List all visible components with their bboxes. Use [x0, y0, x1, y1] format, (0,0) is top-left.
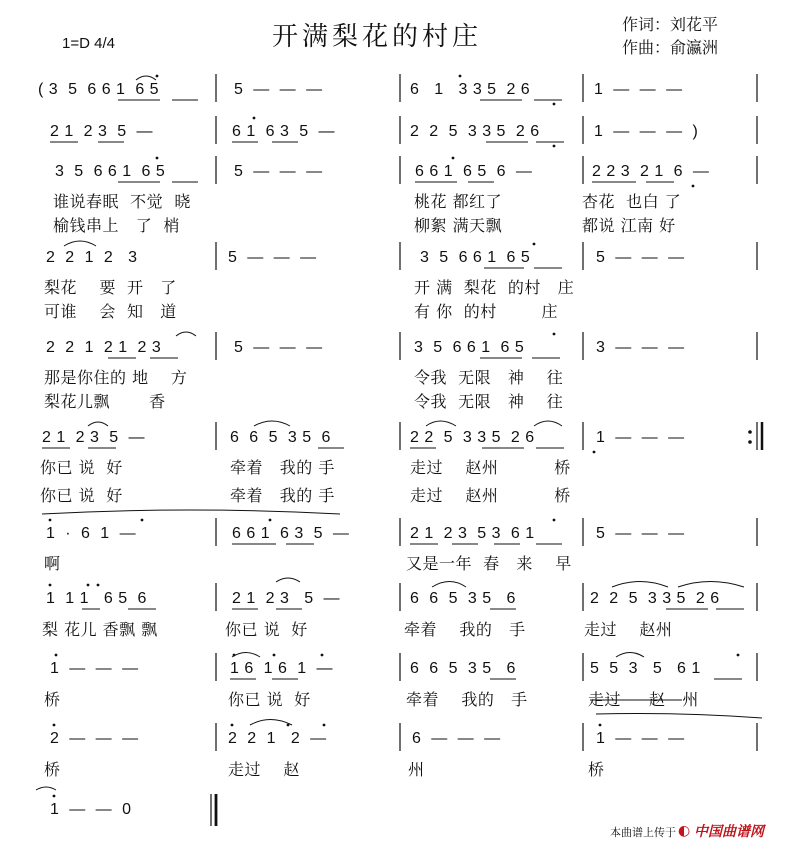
upload-note: 本曲谱上传于 [610, 826, 676, 839]
lyric-line: 走过 赵州 [584, 620, 673, 639]
measure: 2 1 2 3 5 — [50, 123, 154, 140]
measure: 6 6 1 6 5 6 — [415, 163, 533, 180]
lyric-line: 桥 [588, 760, 605, 779]
measure: 2 1 2 3 5 — [42, 429, 146, 446]
measure: 6 1 3 3 5 2 6 [410, 81, 531, 98]
measure: 5 5 3 5 6 1 [590, 660, 701, 677]
lyric-line: 令我 无限 神 往 [414, 392, 564, 411]
lyric-line: 令我 无限 神 往 [414, 368, 564, 387]
lyric-line: 牵着 我的 手 [404, 620, 526, 639]
lyric-line: 你已 说 好 [40, 458, 123, 477]
slurs [36, 76, 762, 790]
measure: 2 1 2 3 5 — [232, 590, 340, 607]
measure: 6 6 5 3 5 6 [410, 660, 516, 677]
measure: 6 6 5 3 5 6 [230, 429, 331, 446]
measure: 1 — — — [596, 730, 685, 747]
measure: 5 — — — [234, 163, 323, 180]
measure: 3 — — — [596, 339, 685, 356]
measure: 2 2 1 2 — [228, 730, 327, 747]
lyricist-credit: 作词：刘花平 [622, 15, 719, 34]
measure: 1 — — — ) [594, 123, 699, 140]
site-logo-text: 中国曲谱网 [694, 824, 764, 840]
lyric-line: 桃花 都红了 [414, 192, 503, 211]
measure: 6 6 5 3 5 6 [410, 590, 516, 607]
lyric-line: 杏花 也白 了 [582, 192, 682, 211]
measure: 6 — — — [412, 730, 501, 747]
octave-dots [49, 75, 740, 798]
measure: 1 — — — [50, 660, 139, 677]
measure: 2 1 2 3 5 3 6 1 [410, 525, 535, 542]
measure: 6 1 6 3 5 — [232, 123, 336, 140]
measure: 1 — — — [596, 429, 685, 446]
lyric-line: 走过 赵 州 [588, 690, 699, 709]
lyric-line: 牵着 我的 手 [230, 486, 335, 505]
lyric-line: 榆钱串上 了 梢 [53, 216, 180, 235]
measure: 3 5 6 6 1 6 5 [414, 339, 525, 356]
measure: 5 — — — [596, 525, 685, 542]
measure: 3 5 6 6 1 6 5 [420, 249, 531, 266]
measure: 1 — — 0 [50, 801, 132, 818]
lyric-line: 走过 赵州 桥 [410, 458, 571, 477]
measure: 1 1 1 6 5 6 [46, 590, 147, 607]
site-logo-icon: ◐ [678, 823, 691, 839]
measure: 1 — — — [594, 81, 683, 98]
lyric-line: 啊 [44, 554, 61, 573]
measure: 3 5 6 6 1 6 5 [55, 163, 166, 180]
measure: 5 — — — [234, 81, 323, 98]
measure: 2 2 3 2 1 6 — [592, 163, 710, 180]
repeat-dots [748, 430, 752, 444]
lyric-line: 州 [408, 760, 425, 779]
measure: 2 2 5 3 3 5 2 6 [410, 429, 535, 446]
measure: 5 — — — [596, 249, 685, 266]
composer-credit: 作曲：俞瀛洲 [622, 38, 719, 57]
lyric-line: 谁说春眠 不觉 晓 [53, 192, 191, 211]
lyric-line: 柳絮 满天飘 [414, 216, 503, 235]
measure: 2 — — — [50, 730, 139, 747]
measure: 1 6 1 6 1 — [230, 660, 334, 677]
lyric-line: 牵着 我的 手 [406, 690, 528, 709]
lyric-line: 梨花 要 开 了 [44, 278, 177, 297]
lyric-line: 你已 说 好 [40, 486, 123, 505]
measure: 2 2 5 3 3 5 2 6 [410, 123, 540, 140]
measure: 2 2 5 3 3 5 2 6 [590, 590, 720, 607]
lyric-line: 梨花儿飘 香 [44, 392, 166, 411]
lyric-line: 可谁 会 知 道 [44, 302, 177, 321]
lyric-line: 开 满 梨花 的村 庄 [414, 278, 575, 297]
measure: 2 2 1 2 1 2 3 [46, 339, 162, 356]
key-signature: 1=D 4/4 [62, 35, 115, 52]
measure: 2 2 1 2 3 [46, 249, 138, 266]
measure: 5 — — — [234, 339, 323, 356]
bar-lines [211, 74, 762, 826]
measure: 6 6 1 6 3 5 — [232, 525, 350, 542]
lyric-line: 你已 说 好 [225, 620, 308, 639]
measure: 5 — — — [228, 249, 317, 266]
beat-underlines [42, 100, 744, 700]
song-title: 开满梨花的村庄 [272, 22, 483, 52]
measure: ( 3 5 6 6 1 6 5 [38, 81, 160, 98]
lyric-line: 桥 [44, 760, 61, 779]
lyric-line: 走过 赵 [228, 760, 300, 779]
lyric-line: 都说 江南 好 [582, 216, 676, 235]
lyric-line: 那是你住的 地 方 [44, 368, 188, 387]
lyric-line: 又是一年 春 来 早 [406, 554, 572, 573]
lyric-line: 走过 赵州 桥 [410, 486, 571, 505]
lyric-line: 有 你 的村 庄 [414, 302, 558, 321]
lyric-line: 梨 花儿 香飘 飘 [42, 620, 158, 639]
lyric-line: 你已 说 好 [228, 690, 311, 709]
measure: 1 · 6 1 — [46, 525, 137, 542]
lyric-line: 桥 [44, 690, 61, 709]
lyric-line: 牵着 我的 手 [230, 458, 335, 477]
